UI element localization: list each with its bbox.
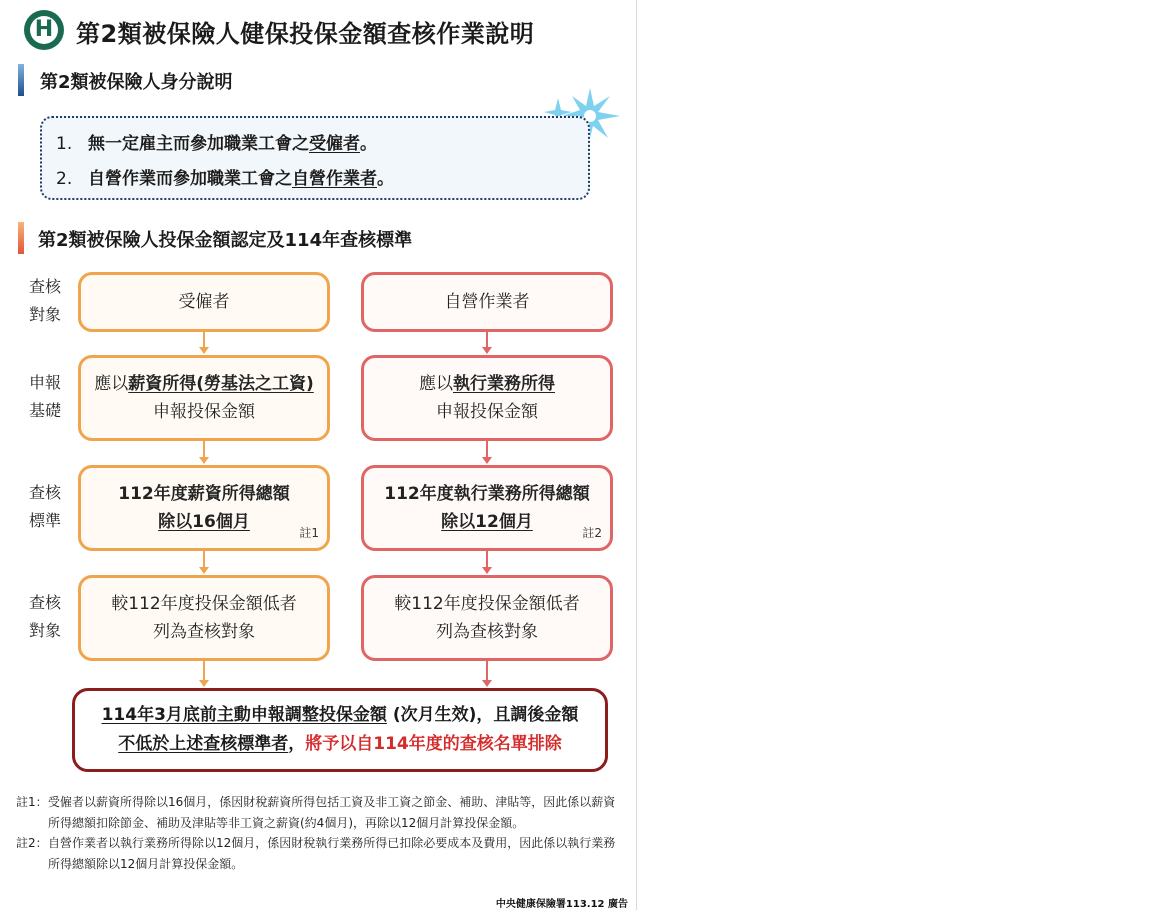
arrow-down-icon bbox=[482, 457, 492, 464]
employee-result-box: 較112年度投保金額低者 列為查核對象 bbox=[78, 575, 330, 661]
identity-item bbox=[56, 129, 377, 154]
arrow-down-icon bbox=[199, 680, 209, 687]
item-number: 1. bbox=[56, 134, 73, 154]
logo-letter: H bbox=[30, 16, 58, 44]
nhi-logo bbox=[24, 10, 64, 50]
identity-item bbox=[56, 164, 394, 189]
connector-line bbox=[203, 441, 205, 458]
connector-line bbox=[203, 332, 205, 348]
connector-line bbox=[486, 441, 488, 458]
employee-basis-box: 應以薪資所得(勞基法之工資) 申報投保金額 bbox=[78, 355, 330, 441]
item-emphasis: 自營作業者 bbox=[292, 169, 377, 189]
employee-standard-box: 112年度薪資所得總額 除以16個月 註1 bbox=[78, 465, 330, 551]
item-punct: 。 bbox=[360, 134, 377, 154]
arrow-down-icon bbox=[482, 347, 492, 354]
identity-box bbox=[40, 116, 590, 200]
note-ref-1: 註1 bbox=[299, 526, 319, 540]
row-label-standard: 查核 標準 bbox=[28, 483, 61, 530]
arrow-down-icon bbox=[482, 680, 492, 687]
footnote-2: 註2： 自營作業者以執行業務所得除以12個月，係因財稅執行業務所得已扣除必要成本及費用，因此係以執行業務所得總額除以12個月計算投保金額。 bbox=[16, 836, 616, 871]
item-text: 自營作業而參加職業工會之 bbox=[88, 169, 292, 189]
connector-line bbox=[486, 332, 488, 348]
row-label-target: 查核 對象 bbox=[28, 277, 61, 324]
arrow-down-icon bbox=[199, 457, 209, 464]
self-employed-standard-box: 112年度執行業務所得總額 除以12個月 註2 bbox=[361, 465, 613, 551]
footnote-1: 註1： 受僱者以薪資所得除以16個月，係因財稅薪資所得包括工資及非工資之節金、補助、津貼等，因此係以薪資所得總額扣除節金、補助及津貼等非工資之薪資(約4個月)，再除以12個月計算投保金額。 bbox=[16, 795, 616, 830]
section-marker-orange bbox=[18, 222, 24, 254]
page-title: 第2類被保險人健保投保金額查核作業說明 bbox=[76, 20, 535, 48]
section1-title: 第2類被保險人身分說明 bbox=[40, 72, 233, 93]
row-label-result: 查核 對象 bbox=[28, 593, 61, 640]
connector-line bbox=[486, 551, 488, 568]
exclusion-conclusion-box: 114年3月底前主動申報調整投保金額 (次月生效)，且調後金額 不低於上述查核標準者，將予以自114年度的查核名單排除 bbox=[72, 688, 608, 772]
self-employed-result-box: 較112年度投保金額低者 列為查核對象 bbox=[361, 575, 613, 661]
note-ref-2: 註2 bbox=[582, 526, 602, 540]
footnotes bbox=[16, 792, 616, 874]
connector-line bbox=[203, 661, 205, 681]
section-marker-blue bbox=[18, 64, 24, 96]
arrow-down-icon bbox=[199, 567, 209, 574]
arrow-down-icon bbox=[482, 567, 492, 574]
employee-target-box: 受僱者 bbox=[78, 272, 330, 332]
item-text: 無一定雇主而參加職業工會之 bbox=[88, 134, 309, 154]
connector-line bbox=[203, 551, 205, 568]
self-employed-target-box: 自營作業者 bbox=[361, 272, 613, 332]
self-employed-basis-box: 應以執行業務所得 申報投保金額 bbox=[361, 355, 613, 441]
connector-line bbox=[486, 661, 488, 681]
arrow-down-icon bbox=[199, 347, 209, 354]
row-label-basis: 申報 基礎 bbox=[28, 373, 61, 420]
item-number: 2. bbox=[56, 169, 73, 189]
item-punct: 。 bbox=[377, 169, 394, 189]
item-emphasis: 受僱者 bbox=[309, 134, 360, 154]
section2-title: 第2類被保險人投保金額認定及114年查核標準 bbox=[38, 230, 413, 251]
publisher-credit: 中央健康保險署113.12 廣告 bbox=[495, 899, 628, 910]
